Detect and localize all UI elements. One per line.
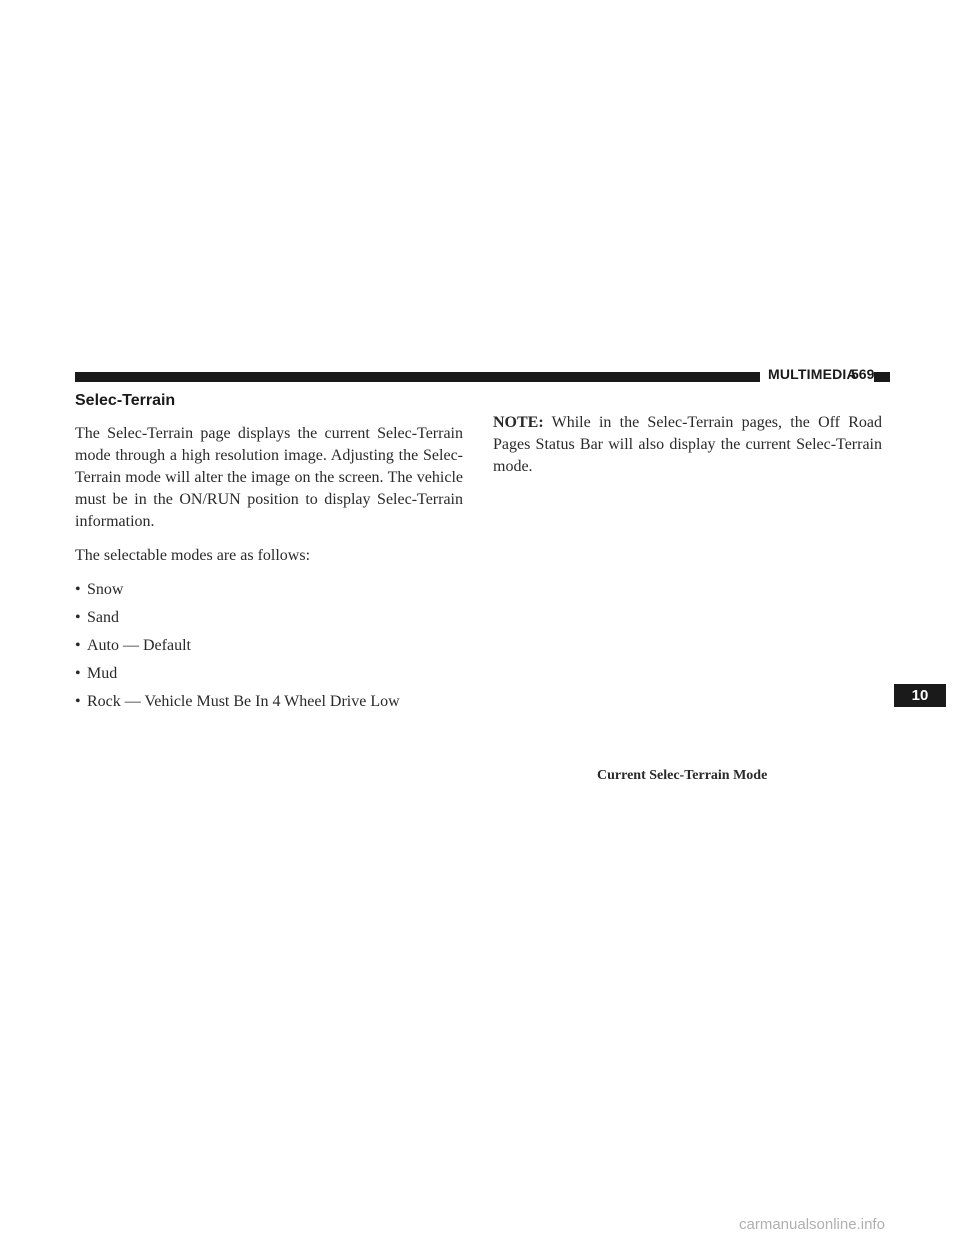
header-section-title: MULTIMEDIA — [768, 366, 857, 382]
mode-label: Sand — [87, 609, 119, 626]
mode-label: Mud — [87, 665, 118, 682]
intro-paragraph: The Selec-Terrain page displays the current Selec-Terrain mode through a high resolution image. Adjusting the Selec-Terrain mode will alter the image on the screen. The vehicle must be in the ON/RUN position to display Selec-Terrain information. — [75, 425, 463, 530]
note-text: While in the Selec-Terrain pages, the Off Road Pages Status Bar will also display the current Selec-Terrain mode. — [493, 414, 882, 475]
right-column — [493, 412, 882, 490]
mode-label: Auto — Default — [87, 637, 191, 654]
chapter-tab: 10 — [894, 684, 946, 707]
left-column — [75, 392, 463, 719]
bullet-icon: • — [75, 693, 81, 710]
list-item — [75, 579, 463, 601]
watermark: carmanualsonline.info — [739, 1216, 885, 1233]
list-item — [75, 635, 463, 657]
modes-intro: The selectable modes are as follows: — [75, 547, 311, 564]
note-label: NOTE: — [493, 414, 544, 431]
bullet-icon: • — [75, 637, 81, 654]
list-item — [75, 607, 463, 629]
note-paragraph — [493, 412, 882, 478]
header-rule-end — [874, 372, 890, 382]
figure-caption: Current Selec-Terrain Mode — [597, 768, 768, 783]
section-heading: Selec-Terrain — [75, 392, 176, 409]
mode-label: Rock — Vehicle Must Be In 4 Wheel Drive Low — [87, 693, 400, 710]
mode-label: Snow — [87, 581, 124, 598]
list-item — [75, 663, 463, 685]
modes-list — [75, 579, 463, 713]
header-rule — [75, 372, 760, 382]
bullet-icon: • — [75, 609, 81, 626]
header-page-number: 569 — [851, 366, 875, 382]
list-item — [75, 691, 463, 713]
bullet-icon: • — [75, 581, 81, 598]
bullet-icon: • — [75, 665, 81, 682]
